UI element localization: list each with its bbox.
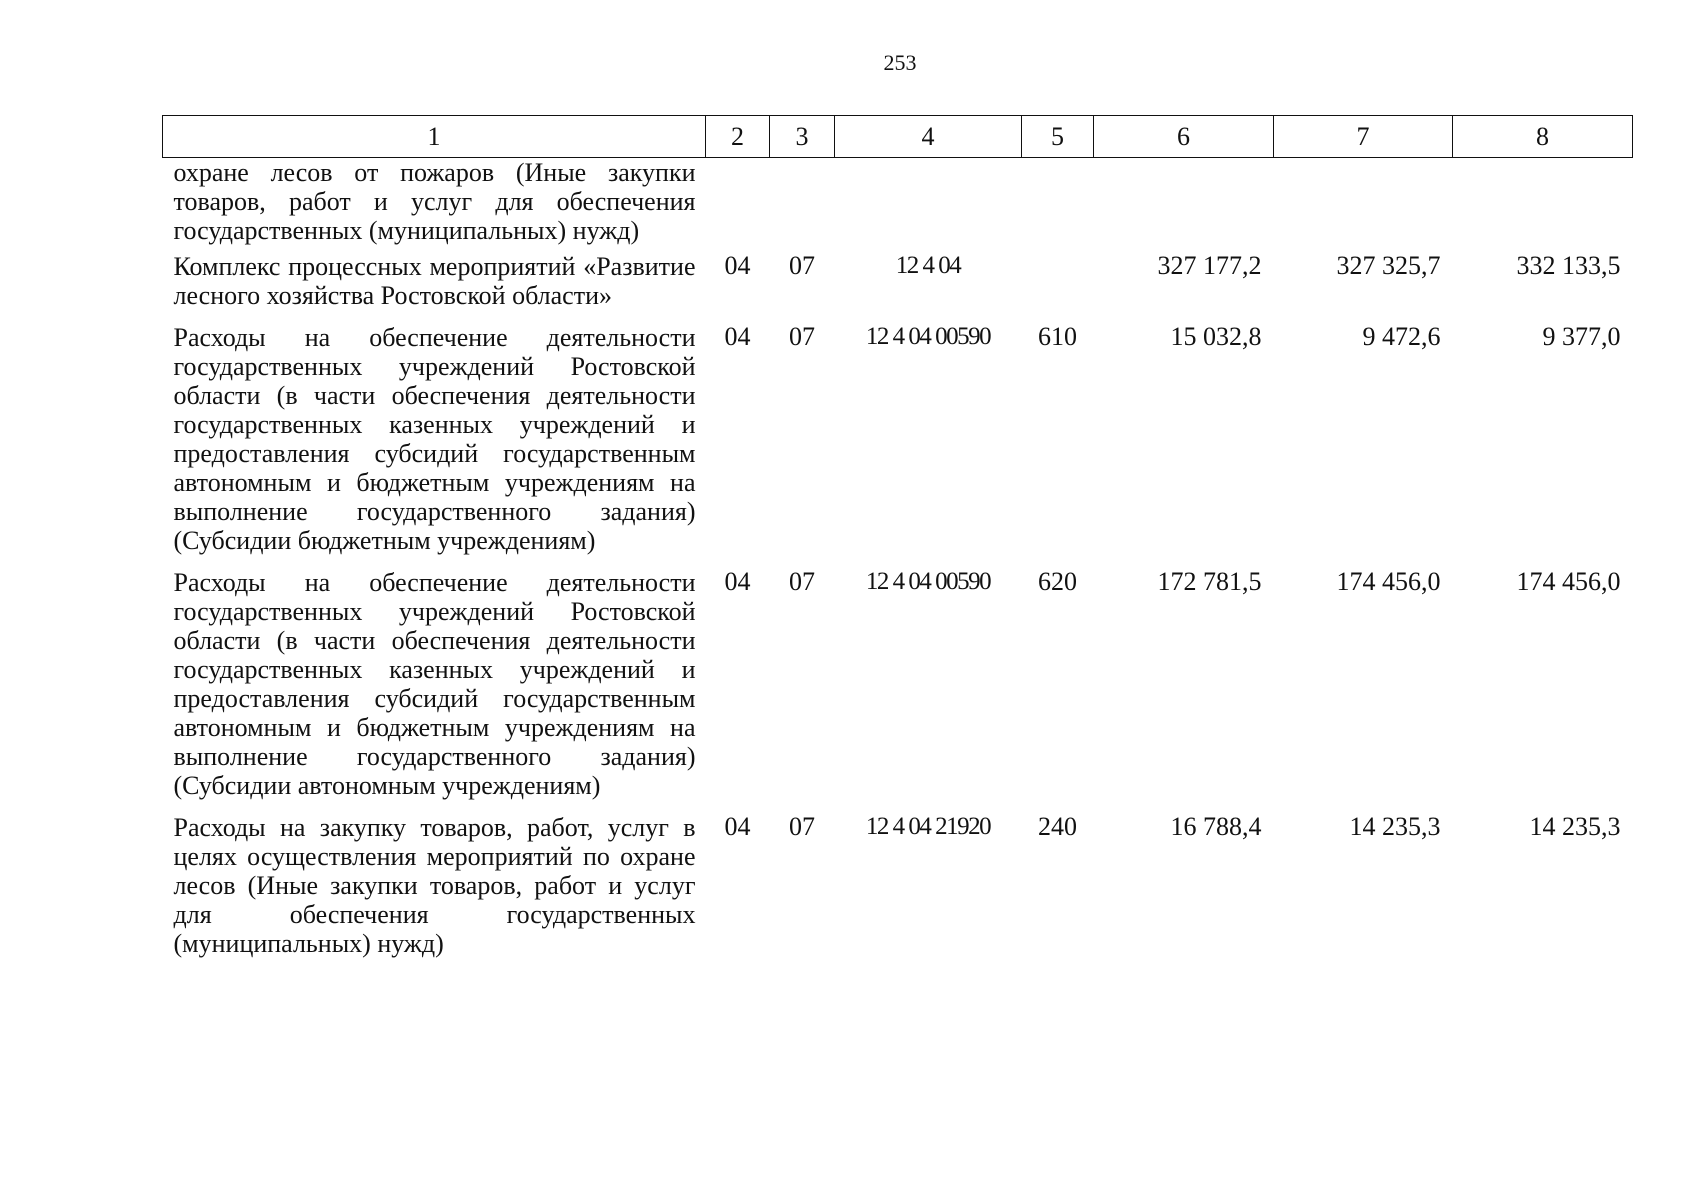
col-header-4: 4 xyxy=(835,116,1022,158)
row-target-article: 12 4 04 21920 xyxy=(865,813,991,840)
row-amount-year1: 172 781,5 xyxy=(1157,567,1262,596)
budget-table xyxy=(162,115,1633,964)
row-subsection: 07 xyxy=(789,812,815,841)
row-amount-year2: 9 472,6 xyxy=(1362,322,1441,351)
row-subsection: 07 xyxy=(789,322,815,351)
row-amount-year3: 14 235,3 xyxy=(1529,812,1621,841)
row-target-article: 12 4 04 00590 xyxy=(865,568,991,595)
row-description: охране лесов от пожаров (Иные закупки товаров, работ и услуг для обеспечения государственных (муниципальных) нужд) xyxy=(173,158,696,245)
row-amount-year3: 332 133,5 xyxy=(1516,251,1621,280)
row-description: Расходы на обеспечение деятельности государственных учреждений Ростовской области (в части обеспечения деятельности государственных казенных учреждений и предоставления субсидий государственным автономным и бюджетным учреждениям на выполнение государственного задания) (Субсидии автономным учреждениям) xyxy=(173,568,696,800)
row-amount-year1 xyxy=(1094,158,1274,246)
row-expense-type xyxy=(1022,158,1094,246)
row-subsection xyxy=(770,158,835,246)
col-header-3: 3 xyxy=(770,116,835,158)
row-target-article xyxy=(835,158,1022,246)
row-description: Комплекс процессных мероприятий «Развитие лесного хозяйства Ростовской области» xyxy=(173,252,696,310)
row-amount-year1: 16 788,4 xyxy=(1170,812,1262,841)
row-expense-type: 240 xyxy=(1038,812,1077,841)
col-header-1: 1 xyxy=(163,116,706,158)
row-section: 04 xyxy=(724,812,751,841)
row-amount-year3 xyxy=(1453,158,1633,246)
row-description: Расходы на обеспечение деятельности государственных учреждений Ростовской области (в части обеспечения деятельности государственных казенных учреждений и предоставления субсидий государственным автономным и бюджетным учреждениям на выполнение государственного задания) (Субсидии бюджетным учреждениям) xyxy=(173,323,696,555)
table-row xyxy=(163,561,1633,806)
row-section xyxy=(706,158,770,246)
row-section: 04 xyxy=(724,251,751,280)
row-amount-year2: 174 456,0 xyxy=(1336,567,1441,596)
row-subsection: 07 xyxy=(789,567,815,596)
row-amount-year1: 327 177,2 xyxy=(1157,251,1262,280)
row-amount-year2: 14 235,3 xyxy=(1349,812,1441,841)
col-header-2: 2 xyxy=(706,116,770,158)
row-section: 04 xyxy=(724,567,751,596)
col-header-8: 8 xyxy=(1453,116,1633,158)
row-section: 04 xyxy=(724,322,751,351)
row-description: Расходы на закупку товаров, работ, услуг в целях осуществления мероприятий по охране лесов (Иные закупки товаров, работ и услуг для обеспечения государственных (муниципальных) нужд) xyxy=(173,813,696,958)
col-header-7: 7 xyxy=(1274,116,1453,158)
col-header-6: 6 xyxy=(1094,116,1274,158)
row-amount-year3: 174 456,0 xyxy=(1516,567,1621,596)
row-subsection: 07 xyxy=(789,251,815,280)
row-expense-type xyxy=(1022,245,1094,316)
table-row xyxy=(163,245,1633,316)
row-amount-year2 xyxy=(1274,158,1453,246)
page-number: 253 xyxy=(883,50,917,75)
row-expense-type: 610 xyxy=(1038,322,1077,351)
header-row xyxy=(163,116,1633,158)
row-amount-year1: 15 032,8 xyxy=(1170,322,1262,351)
table-row xyxy=(163,158,1633,246)
table-row xyxy=(163,806,1633,964)
table-row xyxy=(163,316,1633,561)
row-target-article: 12 4 04 xyxy=(895,252,961,279)
row-amount-year3: 9 377,0 xyxy=(1542,322,1621,351)
row-expense-type: 620 xyxy=(1038,567,1077,596)
row-amount-year2: 327 325,7 xyxy=(1336,251,1441,280)
col-header-5: 5 xyxy=(1022,116,1094,158)
row-target-article: 12 4 04 00590 xyxy=(865,323,991,350)
